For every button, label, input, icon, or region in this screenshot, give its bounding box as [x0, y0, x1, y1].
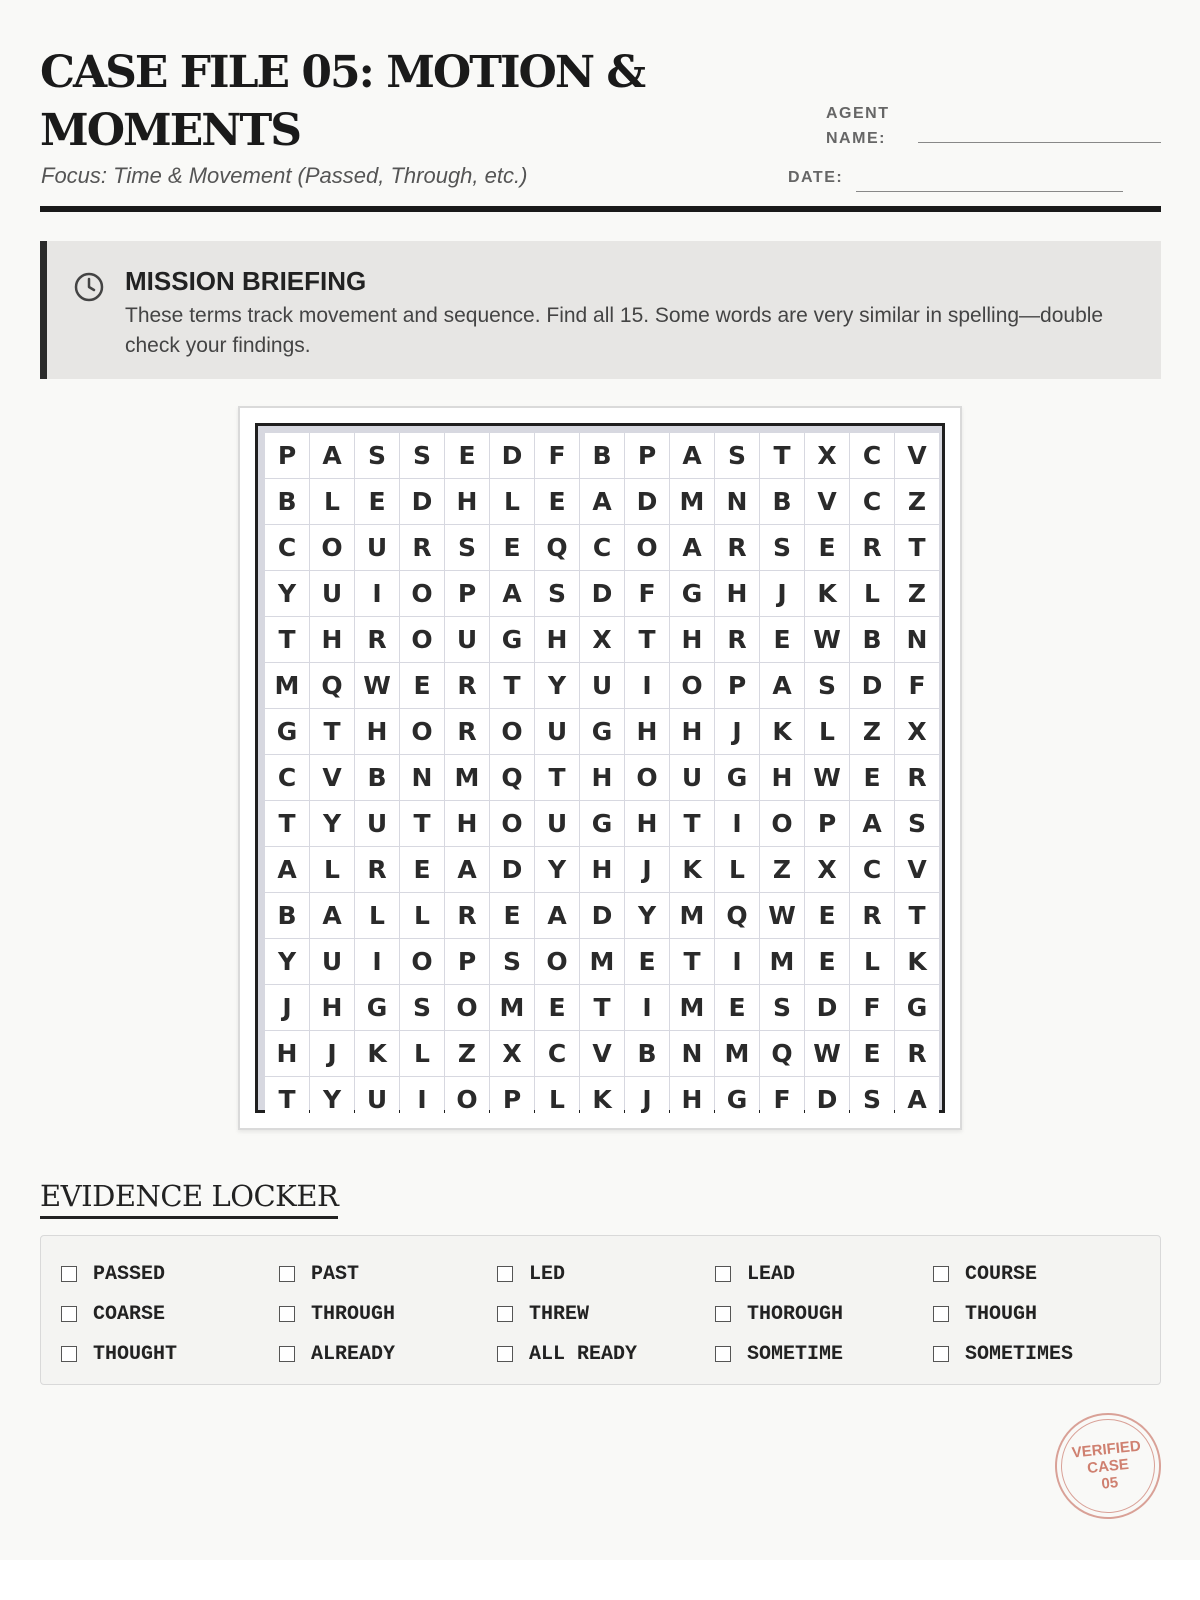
grid-cell[interactable]: U [355, 801, 399, 846]
word-list [61, 1254, 1151, 1374]
grid-cell[interactable]: A [580, 479, 624, 524]
word-checkbox[interactable] [933, 1306, 949, 1322]
grid-cell[interactable]: J [760, 571, 804, 616]
grid-cell[interactable]: R [895, 755, 939, 800]
grid-cell[interactable]: G [715, 755, 759, 800]
grid-cell[interactable]: M [715, 1031, 759, 1076]
grid-cell[interactable]: Q [760, 1031, 804, 1076]
grid-cell[interactable]: W [805, 617, 849, 662]
grid-cell[interactable]: L [310, 847, 354, 892]
grid-cell[interactable]: G [580, 801, 624, 846]
briefing-title: MISSION BRIEFING [125, 266, 367, 296]
grid-cell[interactable]: V [580, 1031, 624, 1076]
word-search-frame [238, 406, 962, 1130]
grid-cell[interactable]: K [355, 1031, 399, 1076]
grid-cell[interactable]: N [895, 617, 939, 662]
agent-label-line1: AGENT [826, 105, 890, 122]
grid-cell[interactable]: W [805, 755, 849, 800]
grid-cell[interactable]: F [535, 433, 579, 478]
grid-cell[interactable]: V [895, 847, 939, 892]
grid-cell[interactable]: S [400, 985, 444, 1030]
grid-cell[interactable]: C [850, 433, 894, 478]
word-checkbox[interactable] [715, 1306, 731, 1322]
word-search-grid [265, 433, 935, 1122]
grid-cell[interactable]: A [535, 893, 579, 938]
grid-cell[interactable]: L [400, 893, 444, 938]
header-divider [40, 206, 1161, 212]
agent-name-label [826, 101, 890, 151]
grid-cell[interactable]: U [535, 709, 579, 754]
grid-cell[interactable]: B [760, 479, 804, 524]
grid-cell[interactable]: P [265, 433, 309, 478]
grid-cell[interactable]: T [625, 617, 669, 662]
grid-cell[interactable]: E [535, 479, 579, 524]
grid-cell[interactable]: R [850, 893, 894, 938]
grid-cell[interactable]: R [445, 663, 489, 708]
grid-cell[interactable]: P [445, 939, 489, 984]
grid-cell[interactable]: X [490, 1031, 534, 1076]
grid-cell[interactable]: O [445, 985, 489, 1030]
word-item[interactable] [715, 1294, 933, 1334]
grid-cell[interactable]: E [805, 525, 849, 570]
grid-cell[interactable]: D [625, 479, 669, 524]
grid-cell[interactable]: P [490, 1077, 534, 1122]
grid-cell[interactable]: S [490, 939, 534, 984]
grid-cell[interactable]: B [265, 893, 309, 938]
grid-cell[interactable]: I [625, 663, 669, 708]
grid-cell[interactable]: M [445, 755, 489, 800]
stamp-inner-ring [1056, 1414, 1159, 1517]
grid-cell[interactable]: O [310, 525, 354, 570]
grid-cell[interactable]: A [265, 847, 309, 892]
word-item[interactable] [933, 1334, 1151, 1374]
grid-cell[interactable]: F [760, 1077, 804, 1122]
grid-cell[interactable]: I [355, 571, 399, 616]
word-item[interactable] [933, 1294, 1151, 1334]
word-search-board [255, 423, 945, 1113]
grid-cell[interactable]: L [310, 479, 354, 524]
grid-cell[interactable]: C [265, 525, 309, 570]
grid-cell[interactable]: H [535, 617, 579, 662]
grid-cell[interactable]: H [580, 755, 624, 800]
word-label: THREW [529, 1302, 590, 1326]
grid-cell[interactable]: S [715, 433, 759, 478]
word-label: SOMETIMES [965, 1342, 1074, 1366]
word-label: ALL READY [529, 1342, 638, 1366]
grid-cell[interactable]: H [760, 755, 804, 800]
grid-cell[interactable]: O [490, 801, 534, 846]
grid-cell[interactable]: L [850, 571, 894, 616]
evidence-locker [40, 1235, 1161, 1385]
grid-cell[interactable]: Z [895, 479, 939, 524]
grid-cell[interactable]: P [715, 663, 759, 708]
grid-cell[interactable]: U [310, 939, 354, 984]
grid-cell[interactable]: M [670, 893, 714, 938]
grid-cell[interactable]: T [535, 755, 579, 800]
grid-cell[interactable]: G [895, 985, 939, 1030]
grid-cell[interactable]: Q [490, 755, 534, 800]
grid-cell[interactable]: S [445, 525, 489, 570]
word-item[interactable] [497, 1294, 715, 1334]
grid-cell[interactable]: T [490, 663, 534, 708]
grid-cell[interactable]: C [265, 755, 309, 800]
grid-cell[interactable]: H [715, 571, 759, 616]
grid-cell[interactable]: E [715, 985, 759, 1030]
grid-cell[interactable]: Q [535, 525, 579, 570]
grid-cell[interactable]: R [355, 847, 399, 892]
grid-cell[interactable]: M [760, 939, 804, 984]
grid-cell[interactable]: B [265, 479, 309, 524]
grid-cell[interactable]: Q [310, 663, 354, 708]
grid-cell[interactable]: T [265, 617, 309, 662]
word-item[interactable] [933, 1254, 1151, 1294]
grid-cell[interactable]: E [850, 755, 894, 800]
word-label: LEAD [747, 1262, 796, 1286]
word-item[interactable] [497, 1254, 715, 1294]
word-checkbox[interactable] [61, 1346, 77, 1362]
grid-cell[interactable]: W [805, 1031, 849, 1076]
grid-cell[interactable]: R [715, 617, 759, 662]
word-label: COARSE [93, 1302, 166, 1326]
grid-cell[interactable]: S [760, 985, 804, 1030]
grid-cell[interactable]: J [310, 1031, 354, 1076]
grid-cell[interactable]: H [355, 709, 399, 754]
grid-cell[interactable]: D [490, 433, 534, 478]
grid-cell[interactable]: X [580, 617, 624, 662]
grid-cell[interactable]: O [625, 525, 669, 570]
grid-cell[interactable]: T [400, 801, 444, 846]
word-checkbox[interactable] [497, 1266, 513, 1282]
grid-cell[interactable]: E [625, 939, 669, 984]
grid-cell[interactable]: H [625, 801, 669, 846]
page-title: CASE FILE 05: MOTION & MOMENTS [40, 47, 645, 156]
grid-cell[interactable]: Z [895, 571, 939, 616]
grid-cell[interactable]: H [670, 617, 714, 662]
date-field[interactable] [856, 191, 1123, 192]
grid-cell[interactable]: V [805, 479, 849, 524]
word-label: THOUGHT [93, 1342, 178, 1366]
grid-cell[interactable]: I [625, 985, 669, 1030]
word-item[interactable] [279, 1294, 497, 1334]
grid-cell[interactable]: B [850, 617, 894, 662]
grid-cell[interactable]: D [490, 847, 534, 892]
grid-cell[interactable]: L [850, 939, 894, 984]
grid-cell[interactable]: F [895, 663, 939, 708]
grid-cell[interactable]: J [625, 1077, 669, 1122]
grid-cell[interactable]: L [535, 1077, 579, 1122]
grid-cell[interactable]: H [265, 1031, 309, 1076]
grid-cell[interactable]: E [805, 893, 849, 938]
grid-cell[interactable]: L [805, 709, 849, 754]
grid-cell[interactable]: R [445, 709, 489, 754]
word-item[interactable] [715, 1334, 933, 1374]
grid-cell[interactable]: O [400, 617, 444, 662]
grid-cell[interactable]: E [490, 893, 534, 938]
agent-name-field[interactable] [918, 142, 1161, 143]
grid-cell[interactable]: N [670, 1031, 714, 1076]
grid-cell[interactable]: D [580, 571, 624, 616]
word-checkbox[interactable] [497, 1306, 513, 1322]
grid-cell[interactable]: T [760, 433, 804, 478]
grid-cell[interactable]: A [310, 433, 354, 478]
grid-cell[interactable]: L [400, 1031, 444, 1076]
grid-cell[interactable]: U [445, 617, 489, 662]
grid-cell[interactable]: R [715, 525, 759, 570]
stamp-line-1: VERIFIED [1070, 1437, 1142, 1462]
grid-cell[interactable]: K [670, 847, 714, 892]
verified-stamp [1050, 1408, 1166, 1524]
grid-cell[interactable]: O [760, 801, 804, 846]
word-checkbox[interactable] [61, 1266, 77, 1282]
grid-cell[interactable]: L [490, 479, 534, 524]
grid-cell[interactable]: X [895, 709, 939, 754]
grid-cell[interactable]: U [580, 663, 624, 708]
grid-cell[interactable]: O [400, 571, 444, 616]
grid-cell[interactable]: Z [445, 1031, 489, 1076]
grid-cell[interactable]: S [805, 663, 849, 708]
grid-cell[interactable]: H [625, 709, 669, 754]
grid-cell[interactable]: E [850, 1031, 894, 1076]
grid-cell[interactable]: H [310, 985, 354, 1030]
word-item[interactable] [279, 1254, 497, 1294]
grid-cell[interactable]: C [850, 847, 894, 892]
grid-cell[interactable]: O [490, 709, 534, 754]
grid-cell[interactable]: D [805, 1077, 849, 1122]
grid-cell[interactable]: A [490, 571, 534, 616]
grid-cell[interactable]: K [805, 571, 849, 616]
grid-cell[interactable]: A [850, 801, 894, 846]
grid-cell[interactable]: R [850, 525, 894, 570]
grid-cell[interactable]: C [850, 479, 894, 524]
grid-cell[interactable]: B [580, 433, 624, 478]
grid-cell[interactable]: D [850, 663, 894, 708]
word-label: LED [529, 1262, 566, 1286]
grid-cell[interactable]: E [490, 525, 534, 570]
briefing-text: These terms track movement and sequence. Find all 15. Some words are very similar in spelling—double check your findings. [125, 304, 1104, 357]
grid-cell[interactable]: M [670, 479, 714, 524]
grid-cell[interactable]: E [445, 433, 489, 478]
word-checkbox[interactable] [279, 1266, 295, 1282]
grid-cell[interactable]: M [490, 985, 534, 1030]
stamp-text [1066, 1436, 1151, 1495]
grid-cell[interactable]: T [580, 985, 624, 1030]
grid-cell[interactable]: V [310, 755, 354, 800]
grid-cell[interactable]: S [850, 1077, 894, 1122]
evidence-locker-title: EVIDENCE LOCKER [40, 1178, 338, 1219]
grid-cell[interactable]: G [355, 985, 399, 1030]
grid-cell[interactable]: J [715, 709, 759, 754]
grid-cell[interactable]: O [535, 939, 579, 984]
grid-cell[interactable]: T [895, 893, 939, 938]
grid-cell[interactable]: I [715, 801, 759, 846]
grid-cell[interactable]: H [580, 847, 624, 892]
grid-cell[interactable]: G [580, 709, 624, 754]
agent-label-line2: NAME: [826, 130, 886, 147]
grid-cell[interactable]: A [670, 525, 714, 570]
grid-cell[interactable]: Y [310, 801, 354, 846]
grid-cell[interactable]: O [670, 663, 714, 708]
grid-cell[interactable]: G [715, 1077, 759, 1122]
grid-cell[interactable]: E [760, 617, 804, 662]
grid-cell[interactable]: D [580, 893, 624, 938]
word-checkbox[interactable] [715, 1346, 731, 1362]
grid-cell[interactable]: H [445, 479, 489, 524]
grid-cell[interactable]: K [580, 1077, 624, 1122]
grid-cell[interactable]: S [895, 801, 939, 846]
grid-cell[interactable]: D [400, 479, 444, 524]
grid-cell[interactable]: W [355, 663, 399, 708]
word-label: THOUGH [965, 1302, 1038, 1326]
stamp-line-3: 05 [1100, 1473, 1119, 1493]
grid-cell[interactable]: A [895, 1077, 939, 1122]
word-item[interactable] [715, 1254, 933, 1294]
word-checkbox[interactable] [61, 1306, 77, 1322]
grid-cell[interactable]: Y [265, 571, 309, 616]
grid-cell[interactable]: A [310, 893, 354, 938]
word-item[interactable] [61, 1294, 279, 1334]
word-label: PASSED [93, 1262, 166, 1286]
grid-cell[interactable]: E [355, 479, 399, 524]
grid-cell[interactable]: T [265, 1077, 309, 1122]
grid-cell[interactable]: Y [310, 1077, 354, 1122]
grid-cell[interactable]: H [670, 1077, 714, 1122]
grid-cell[interactable]: J [265, 985, 309, 1030]
grid-cell[interactable]: D [805, 985, 849, 1030]
grid-cell[interactable]: A [670, 433, 714, 478]
grid-cell[interactable]: J [625, 847, 669, 892]
grid-cell[interactable]: Y [535, 847, 579, 892]
grid-cell[interactable]: U [310, 571, 354, 616]
grid-cell[interactable]: E [400, 847, 444, 892]
stamp-line-2: CASE [1086, 1455, 1130, 1477]
word-item[interactable] [279, 1334, 497, 1374]
grid-cell[interactable]: O [445, 1077, 489, 1122]
grid-cell[interactable]: I [400, 1077, 444, 1122]
grid-cell[interactable]: B [625, 1031, 669, 1076]
grid-cell[interactable]: C [580, 525, 624, 570]
grid-cell[interactable]: Y [265, 939, 309, 984]
grid-cell[interactable]: T [310, 709, 354, 754]
grid-cell[interactable]: P [625, 433, 669, 478]
grid-cell[interactable]: X [805, 847, 849, 892]
grid-cell[interactable]: U [355, 525, 399, 570]
grid-cell[interactable]: O [400, 709, 444, 754]
date-label: DATE: [788, 169, 844, 186]
grid-cell[interactable]: F [625, 571, 669, 616]
word-item[interactable] [61, 1254, 279, 1294]
mission-briefing [40, 241, 1161, 379]
word-checkbox[interactable] [279, 1306, 295, 1322]
grid-cell[interactable]: B [355, 755, 399, 800]
grid-cell[interactable]: L [355, 893, 399, 938]
grid-cell[interactable]: K [895, 939, 939, 984]
grid-cell[interactable]: T [670, 939, 714, 984]
grid-cell[interactable]: Q [715, 893, 759, 938]
grid-cell[interactable]: A [445, 847, 489, 892]
word-label: ALREADY [311, 1342, 396, 1366]
grid-cell[interactable]: F [850, 985, 894, 1030]
grid-cell[interactable]: E [805, 939, 849, 984]
page-subtitle: Focus: Time & Movement (Passed, Through, etc.) [41, 163, 528, 188]
grid-cell[interactable]: T [265, 801, 309, 846]
grid-cell[interactable]: N [400, 755, 444, 800]
grid-cell[interactable]: T [670, 801, 714, 846]
grid-cell[interactable]: S [760, 525, 804, 570]
grid-cell[interactable]: G [490, 617, 534, 662]
grid-cell[interactable]: G [670, 571, 714, 616]
grid-cell[interactable]: M [265, 663, 309, 708]
grid-cell[interactable]: R [355, 617, 399, 662]
grid-cell[interactable]: H [670, 709, 714, 754]
word-checkbox[interactable] [497, 1346, 513, 1362]
grid-cell[interactable]: M [670, 985, 714, 1030]
grid-cell[interactable]: E [400, 663, 444, 708]
grid-cell[interactable]: Y [535, 663, 579, 708]
grid-cell[interactable]: H [310, 617, 354, 662]
word-item[interactable] [61, 1334, 279, 1374]
grid-cell[interactable]: P [805, 801, 849, 846]
word-checkbox[interactable] [933, 1266, 949, 1282]
grid-cell[interactable]: U [355, 1077, 399, 1122]
grid-cell[interactable]: K [760, 709, 804, 754]
grid-cell[interactable]: U [535, 801, 579, 846]
grid-cell[interactable]: I [715, 939, 759, 984]
clock-icon [73, 271, 105, 303]
grid-cell[interactable]: X [805, 433, 849, 478]
grid-cell[interactable]: O [625, 755, 669, 800]
grid-cell[interactable]: E [535, 985, 579, 1030]
grid-cell[interactable]: H [445, 801, 489, 846]
word-label: SOMETIME [747, 1342, 844, 1366]
word-label: PAST [311, 1262, 360, 1286]
word-label: COURSE [965, 1262, 1038, 1286]
grid-cell[interactable]: V [895, 433, 939, 478]
grid-cell[interactable]: Z [850, 709, 894, 754]
word-label: THROUGH [311, 1302, 396, 1326]
grid-cell[interactable]: M [580, 939, 624, 984]
word-item[interactable] [497, 1334, 715, 1374]
grid-cell[interactable]: Y [625, 893, 669, 938]
grid-cell[interactable]: R [445, 893, 489, 938]
word-checkbox[interactable] [715, 1266, 731, 1282]
grid-cell[interactable]: Z [760, 847, 804, 892]
grid-cell[interactable]: R [895, 1031, 939, 1076]
grid-cell[interactable]: S [355, 433, 399, 478]
grid-cell[interactable]: A [760, 663, 804, 708]
grid-cell[interactable]: R [400, 525, 444, 570]
grid-cell[interactable]: O [400, 939, 444, 984]
grid-cell[interactable]: I [355, 939, 399, 984]
word-checkbox[interactable] [933, 1346, 949, 1362]
word-label: THOROUGH [747, 1302, 844, 1326]
grid-cell[interactable]: L [715, 847, 759, 892]
grid-cell[interactable]: W [760, 893, 804, 938]
grid-cell[interactable]: C [535, 1031, 579, 1076]
grid-cell[interactable]: N [715, 479, 759, 524]
grid-cell[interactable]: P [445, 571, 489, 616]
grid-cell[interactable]: T [895, 525, 939, 570]
grid-cell[interactable]: S [535, 571, 579, 616]
grid-cell[interactable]: U [670, 755, 714, 800]
grid-cell[interactable]: S [400, 433, 444, 478]
grid-cell[interactable]: G [265, 709, 309, 754]
word-checkbox[interactable] [279, 1346, 295, 1362]
